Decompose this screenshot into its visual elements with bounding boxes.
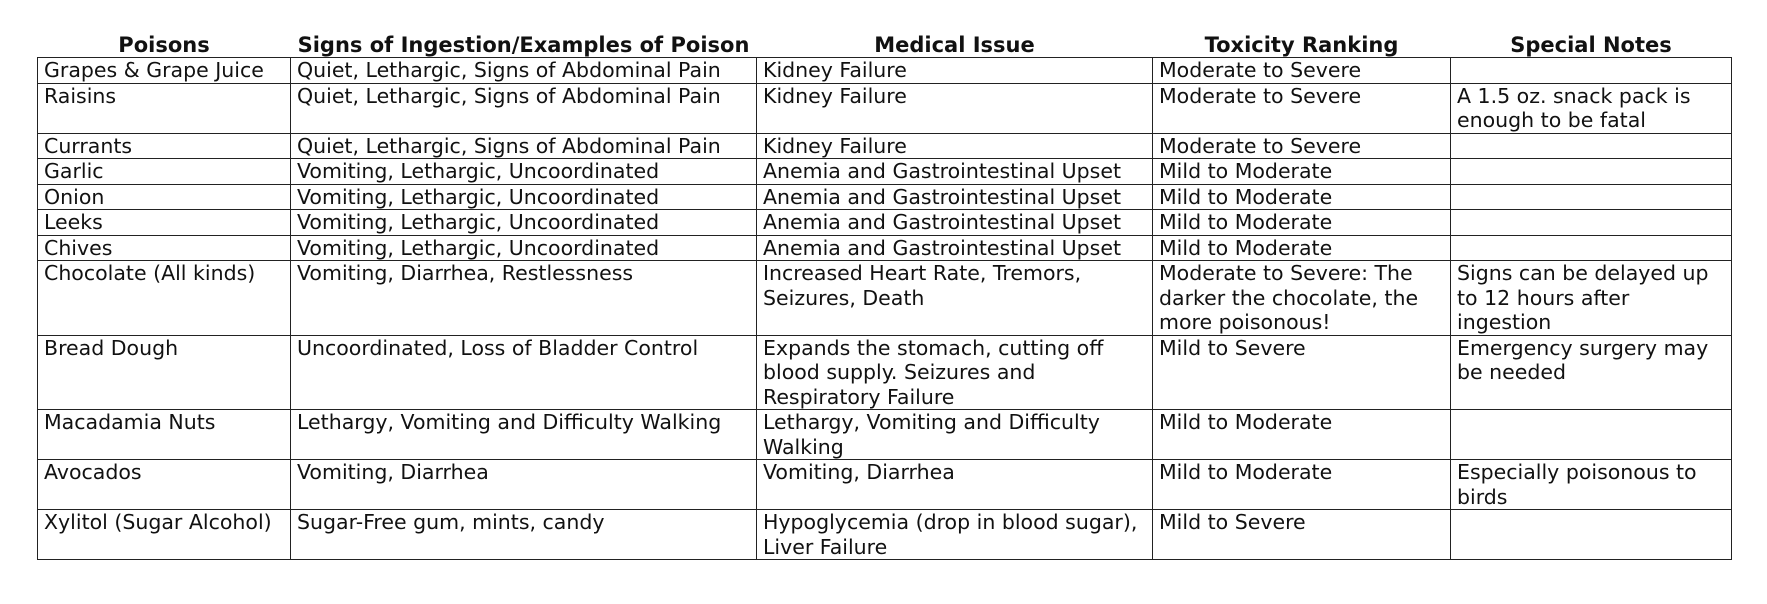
cell-signs: Vomiting, Lethargic, Uncoordinated [291, 235, 757, 261]
table-row [38, 133, 1732, 159]
cell-medical: Expands the stomach, cutting off blood supply. Seizures and Respiratory Failure [757, 335, 1153, 410]
cell-notes [1451, 159, 1732, 185]
cell-medical: Kidney Failure [757, 58, 1153, 84]
header-signs: Signs of Ingestion/Examples of Poison [297, 33, 750, 57]
cell-poison: Grapes & Grape Juice [38, 58, 291, 84]
cell-signs: Vomiting, Lethargic, Uncoordinated [291, 210, 757, 236]
cell-toxicity: Mild to Moderate [1153, 460, 1451, 510]
cell-toxicity: Mild to Severe [1153, 510, 1451, 560]
poison-table [37, 24, 1732, 560]
cell-medical: Vomiting, Diarrhea [757, 460, 1153, 510]
cell-toxicity: Mild to Severe [1153, 335, 1451, 410]
header-medical-issue: Medical Issue [874, 33, 1035, 57]
table-row [38, 410, 1732, 460]
header-poisons: Poisons [118, 33, 210, 57]
cell-notes: Emergency surgery may be needed [1451, 335, 1732, 410]
table-row [38, 159, 1732, 185]
cell-toxicity: Mild to Moderate [1153, 159, 1451, 185]
cell-signs: Uncoordinated, Loss of Bladder Control [291, 335, 757, 410]
cell-notes [1451, 235, 1732, 261]
cell-toxicity: Mild to Moderate [1153, 410, 1451, 460]
header-notes: Special Notes [1510, 33, 1672, 57]
cell-signs: Quiet, Lethargic, Signs of Abdominal Pain [291, 58, 757, 84]
table-row [38, 210, 1732, 236]
cell-signs: Quiet, Lethargic, Signs of Abdominal Pain [291, 83, 757, 133]
cell-notes [1451, 133, 1732, 159]
cell-poison: Currants [38, 133, 291, 159]
cell-signs: Lethargy, Vomiting and Difficulty Walking [291, 410, 757, 460]
cell-notes [1451, 510, 1732, 560]
cell-notes [1451, 410, 1732, 460]
cell-signs: Vomiting, Lethargic, Uncoordinated [291, 159, 757, 185]
cell-toxicity: Moderate to Severe: The darker the chocolate, the more poisonous! [1153, 261, 1451, 336]
cell-toxicity: Moderate to Severe [1153, 58, 1451, 84]
cell-medical: Lethargy, Vomiting and Difficulty Walking [757, 410, 1153, 460]
cell-notes [1451, 184, 1732, 210]
cell-poison: Bread Dough [38, 335, 291, 410]
cell-poison: Leeks [38, 210, 291, 236]
cell-poison: Onion [38, 184, 291, 210]
header-row [38, 24, 1732, 58]
table-row [38, 83, 1732, 133]
cell-poison: Chives [38, 235, 291, 261]
cell-poison: Macadamia Nuts [38, 410, 291, 460]
cell-signs: Vomiting, Lethargic, Uncoordinated [291, 184, 757, 210]
table-row [38, 335, 1732, 410]
table-row [38, 460, 1732, 510]
cell-poison: Garlic [38, 159, 291, 185]
cell-notes [1451, 58, 1732, 84]
poison-table-container [37, 24, 1731, 560]
table-row [38, 261, 1732, 336]
cell-notes: Especially poisonous to birds [1451, 460, 1732, 510]
cell-poison: Xylitol (Sugar Alcohol) [38, 510, 291, 560]
cell-signs: Quiet, Lethargic, Signs of Abdominal Pain [291, 133, 757, 159]
cell-medical: Increased Heart Rate, Tremors, Seizures, Death [757, 261, 1153, 336]
cell-poison: Chocolate (All kinds) [38, 261, 291, 336]
table-row [38, 510, 1732, 560]
cell-signs: Sugar-Free gum, mints, candy [291, 510, 757, 560]
cell-medical: Anemia and Gastrointestinal Upset [757, 184, 1153, 210]
cell-toxicity: Mild to Moderate [1153, 210, 1451, 236]
cell-medical: Kidney Failure [757, 133, 1153, 159]
table-row [38, 184, 1732, 210]
cell-notes [1451, 210, 1732, 236]
cell-medical: Anemia and Gastrointestinal Upset [757, 235, 1153, 261]
cell-poison: Avocados [38, 460, 291, 510]
cell-toxicity: Moderate to Severe [1153, 133, 1451, 159]
cell-poison: Raisins [38, 83, 291, 133]
cell-medical: Anemia and Gastrointestinal Upset [757, 210, 1153, 236]
cell-medical: Hypoglycemia (drop in blood sugar), Liver Failure [757, 510, 1153, 560]
cell-notes: Signs can be delayed up to 12 hours after ingestion [1451, 261, 1732, 336]
cell-toxicity: Moderate to Severe [1153, 83, 1451, 133]
cell-notes: A 1.5 oz. snack pack is enough to be fatal [1451, 83, 1732, 133]
cell-medical: Anemia and Gastrointestinal Upset [757, 159, 1153, 185]
table-row [38, 235, 1732, 261]
cell-signs: Vomiting, Diarrhea [291, 460, 757, 510]
cell-toxicity: Mild to Moderate [1153, 184, 1451, 210]
cell-signs: Vomiting, Diarrhea, Restlessness [291, 261, 757, 336]
table-row [38, 58, 1732, 84]
header-toxicity: Toxicity Ranking [1204, 33, 1399, 57]
cell-toxicity: Mild to Moderate [1153, 235, 1451, 261]
cell-medical: Kidney Failure [757, 83, 1153, 133]
